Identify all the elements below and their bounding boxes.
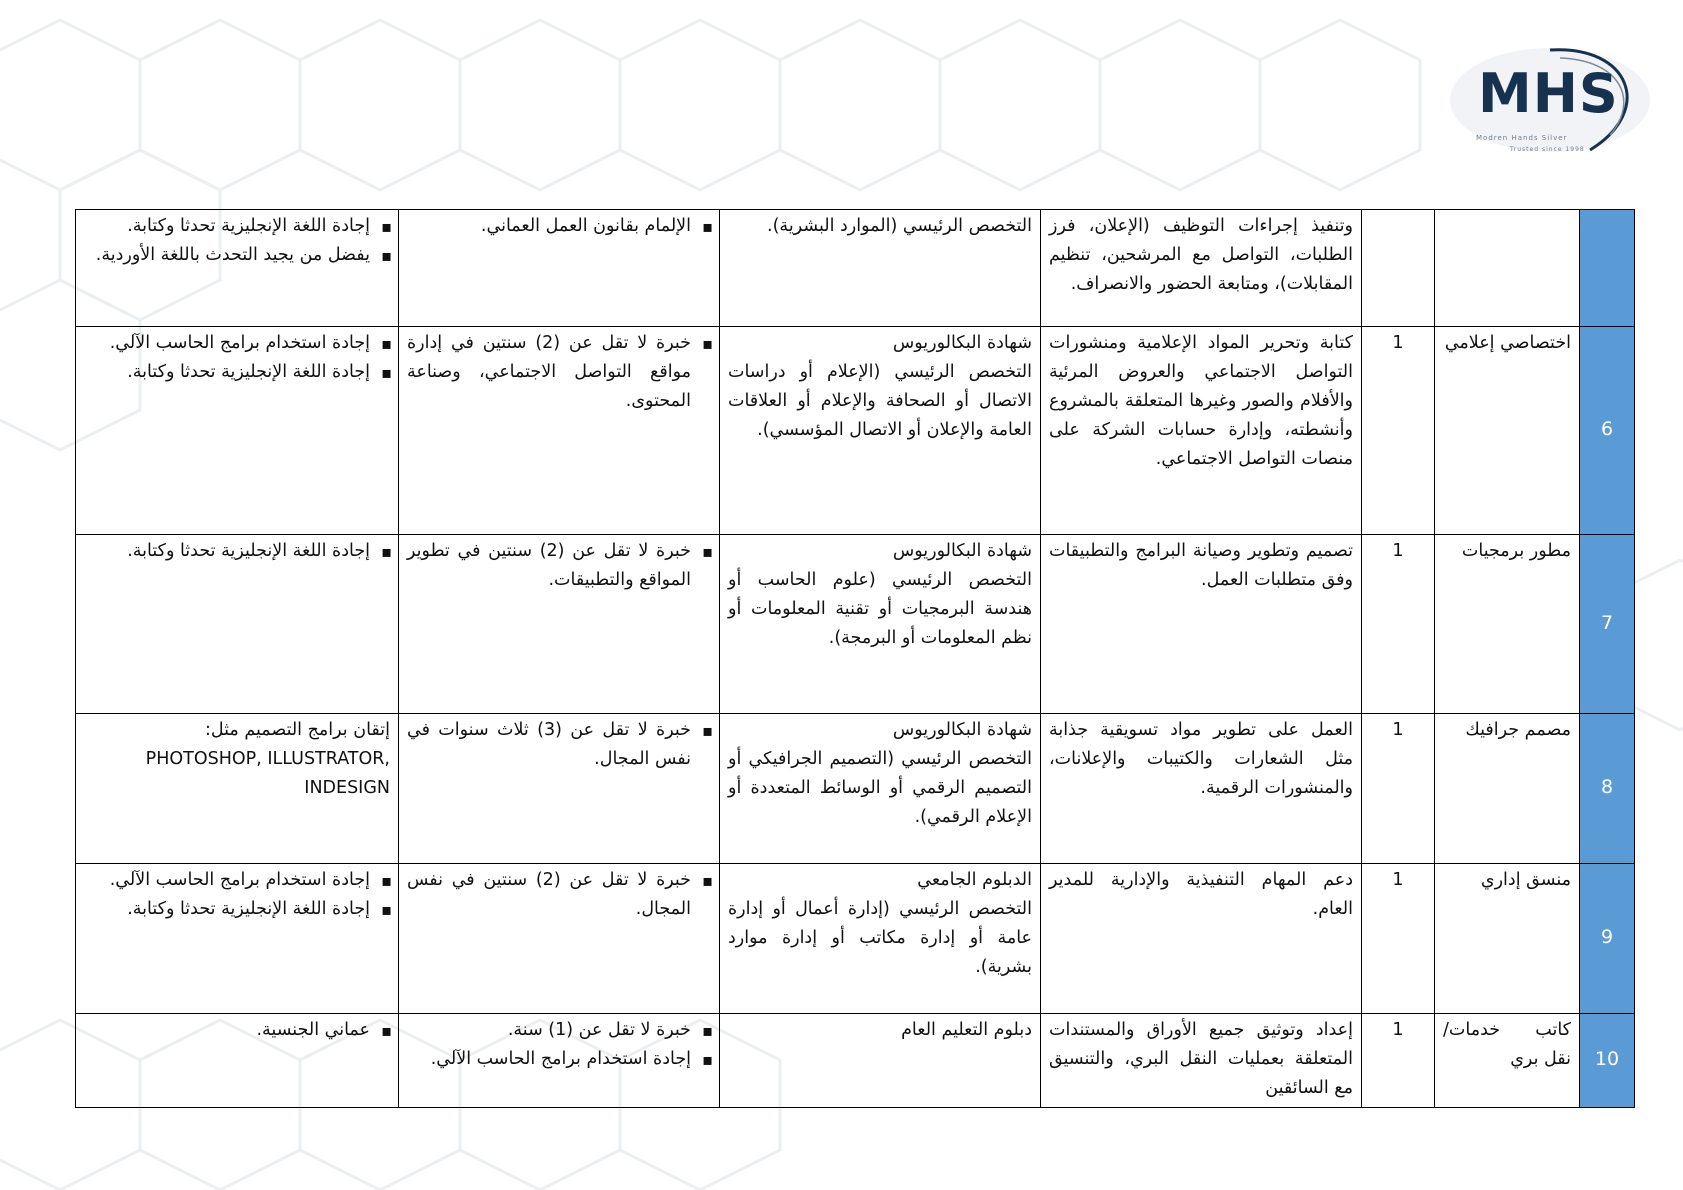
qualification — [720, 714, 1041, 864]
other-requirements — [76, 864, 399, 1014]
job-title-text: مصمم جرافيك — [1465, 720, 1571, 740]
row-number — [1580, 864, 1635, 1014]
job-tasks — [1041, 864, 1362, 1014]
job-title — [1435, 714, 1580, 864]
row-number — [1580, 327, 1635, 535]
requirement-item: ▪ إجادة استخدام برامج الحاسب الآلي. — [84, 866, 370, 895]
job-tasks-text: العمل على تطوير مواد تسويقية جذابة مثل الشعارات والكتيبات والإعلانات، والمنشورات الرقمية. — [1049, 720, 1353, 798]
row-number — [1580, 535, 1635, 714]
qualification-line: الدبلوم الجامعي — [917, 870, 1032, 890]
row-number-text: 7 — [1600, 611, 1614, 634]
qualification-line: دبلوم التعليم العام — [901, 1020, 1032, 1040]
qualification-line: شهادة البكالوريوس — [892, 333, 1032, 353]
qualification-line: التخصص الرئيسي (الموارد البشرية). — [767, 216, 1032, 236]
requirements-list — [84, 212, 390, 270]
experience-item: ▪ خبرة لا تقل عن (1) سنة. — [407, 1016, 691, 1045]
requirements-list — [84, 329, 390, 387]
experience — [399, 210, 720, 327]
vacancy-count — [1362, 535, 1435, 714]
row-number — [1580, 1014, 1635, 1108]
qualification-line: التخصص الرئيسي (علوم الحاسب أو هندسة البرمجيات أو تقنية المعلومات أو نظم المعلومات أو البرمجة). — [728, 570, 1032, 648]
qualification-line: شهادة البكالوريوس — [892, 541, 1032, 561]
requirements-list — [84, 537, 390, 566]
vacancy-count-text: 1 — [1392, 333, 1404, 353]
vacancy-count-text: 1 — [1392, 720, 1404, 740]
requirements-list — [84, 1016, 390, 1045]
experience-item: ▪ خبرة لا تقل عن (2) سنتين في تطوير المواقع والتطبيقات. — [407, 537, 691, 595]
vacancy-count-text: 1 — [1392, 1020, 1404, 1040]
experience — [399, 327, 720, 535]
row-number-text: 8 — [1600, 776, 1614, 798]
vacancy-count-text: 1 — [1392, 541, 1404, 561]
qualification-line: التخصص الرئيسي (الإعلام أو دراسات الاتصال أو الصحافة والإعلام أو العلاقات العامة والإعلان أو الاتصال المؤسسي). — [728, 362, 1032, 440]
vacancy-count — [1362, 864, 1435, 1014]
experience-list — [407, 716, 711, 774]
experience-list — [407, 866, 711, 924]
experience-list — [407, 1016, 711, 1074]
job-tasks — [1041, 1014, 1362, 1108]
job-title — [1435, 210, 1580, 327]
qualification-line: شهادة البكالوريوس — [892, 720, 1032, 740]
qualification — [720, 327, 1041, 535]
qualification — [720, 864, 1041, 1014]
job-title — [1435, 1014, 1580, 1108]
qualification-line: التخصص الرئيسي (التصميم الجرافيكي أو التصميم الرقمي أو الوسائط المتعددة أو الإعلام الرقمي). — [728, 749, 1032, 827]
job-title-text: اختصاصي إعلامي — [1444, 333, 1571, 353]
experience-list — [407, 212, 711, 241]
experience-item: ▪ خبرة لا تقل عن (2) سنتين في نفس المجال. — [407, 866, 691, 924]
qualification — [720, 1014, 1041, 1108]
requirement-item: ▪ إجادة اللغة الإنجليزية تحدثا وكتابة. — [84, 895, 370, 924]
experience-list — [407, 537, 711, 595]
experience — [399, 535, 720, 714]
job-tasks — [1041, 714, 1362, 864]
requirements-list — [84, 866, 390, 924]
table-row — [76, 535, 1635, 714]
job-tasks-text: إعداد وتوثيق جميع الأوراق والمستندات المتعلقة بعمليات النقل البري، والتنسيق مع السائقين — [1049, 1020, 1353, 1098]
table-row — [76, 327, 1635, 535]
vacancy-count-text: 1 — [1392, 870, 1404, 890]
experience — [399, 714, 720, 864]
row-number-text: 10 — [1594, 1048, 1620, 1070]
job-tasks — [1041, 210, 1362, 327]
requirement-item: ▪ إجادة اللغة الإنجليزية تحدثا وكتابة. — [84, 212, 370, 241]
other-requirements — [76, 1014, 399, 1108]
experience-item: ▪ خبرة لا تقل عن (3) ثلاث سنوات في نفس المجال. — [407, 716, 691, 774]
job-tasks-text: وتنفيذ إجراءات التوظيف (الإعلان، فرز الطلبات، التواصل مع المرشحين، تنظيم المقابلات)، ومتابعة الحضور والانصراف. — [1049, 216, 1353, 294]
logo-text: MHS — [1478, 62, 1619, 125]
logo-subtitle: Modren Hands Silver — [1476, 134, 1568, 142]
qualification — [720, 535, 1041, 714]
job-title — [1435, 864, 1580, 1014]
other-requirements — [76, 714, 399, 864]
job-title-text: مطور برمجيات — [1461, 541, 1571, 561]
job-tasks-text: دعم المهام التنفيذية والإدارية للمدير العام. — [1049, 870, 1353, 919]
logo-tagline: Trusted since 1998 — [1510, 146, 1585, 153]
experience — [399, 1014, 720, 1108]
experience-item: ▪ الإلمام بقانون العمل العماني. — [407, 212, 691, 241]
table-row — [76, 714, 1635, 864]
job-title — [1435, 327, 1580, 535]
row-number — [1580, 714, 1635, 864]
table-row — [76, 210, 1635, 327]
job-tasks-text: تصميم وتطوير وصيانة البرامج والتطبيقات وفق متطلبات العمل. — [1049, 541, 1353, 590]
job-tasks — [1041, 535, 1362, 714]
requirement-item: ▪ إجادة اللغة الإنجليزية تحدثا وكتابة. — [84, 537, 370, 566]
company-logo — [1440, 40, 1655, 160]
job-title — [1435, 535, 1580, 714]
requirement-item: ▪ إجادة استخدام برامج الحاسب الآلي. — [84, 329, 370, 358]
other-requirements — [76, 535, 399, 714]
requirement-item: ▪ إجادة اللغة الإنجليزية تحدثا وكتابة. — [84, 358, 370, 387]
table-row — [76, 864, 1635, 1014]
vacancy-count — [1362, 1014, 1435, 1108]
experience-item: ▪ خبرة لا تقل عن (2) سنتين في إدارة مواقع التواصل الاجتماعي، وصناعة المحتوى. — [407, 329, 691, 416]
vacancy-count — [1362, 714, 1435, 864]
job-tasks — [1041, 327, 1362, 535]
table-row — [76, 1014, 1635, 1108]
other-requirements — [76, 210, 399, 327]
requirement-item: ▪ يفضل من يجيد التحدث باللغة الأوردية. — [84, 241, 370, 270]
qualification-line: التخصص الرئيسي (إدارة أعمال أو إدارة عامة أو إدارة مكاتب أو إدارة موارد بشرية). — [728, 899, 1032, 977]
row-number — [1580, 210, 1635, 327]
experience-item: ▪ إجادة استخدام برامج الحاسب الآلي. — [407, 1045, 691, 1074]
vacancy-count — [1362, 327, 1435, 535]
job-tasks-text: كتابة وتحرير المواد الإعلامية ومنشورات التواصل الاجتماعي والعروض المرئية والأفلام والصور وغيرها المتعلقة بالمشروع وأنشطته، وإدارة حسابات الشركة على منصات التواصل الاجتماعي. — [1049, 333, 1353, 469]
jobs-table — [75, 209, 1635, 1108]
requirement-item: ▪ عماني الجنسية. — [84, 1016, 370, 1045]
row-number-text: 6 — [1600, 418, 1614, 440]
requirement-line: إتقان برامج التصميم مثل: — [204, 720, 390, 740]
experience-list — [407, 329, 711, 416]
vacancy-count — [1362, 210, 1435, 327]
job-title-text: كاتب خدمات/ نقل بري — [1443, 1020, 1571, 1069]
job-title-text: منسق إداري — [1480, 870, 1571, 890]
row-number-text: 9 — [1600, 926, 1614, 948]
experience — [399, 864, 720, 1014]
other-requirements — [76, 327, 399, 535]
qualification — [720, 210, 1041, 327]
requirement-line: PHOTOSHOP, ILLUSTRATOR, INDESIGN — [145, 749, 390, 798]
